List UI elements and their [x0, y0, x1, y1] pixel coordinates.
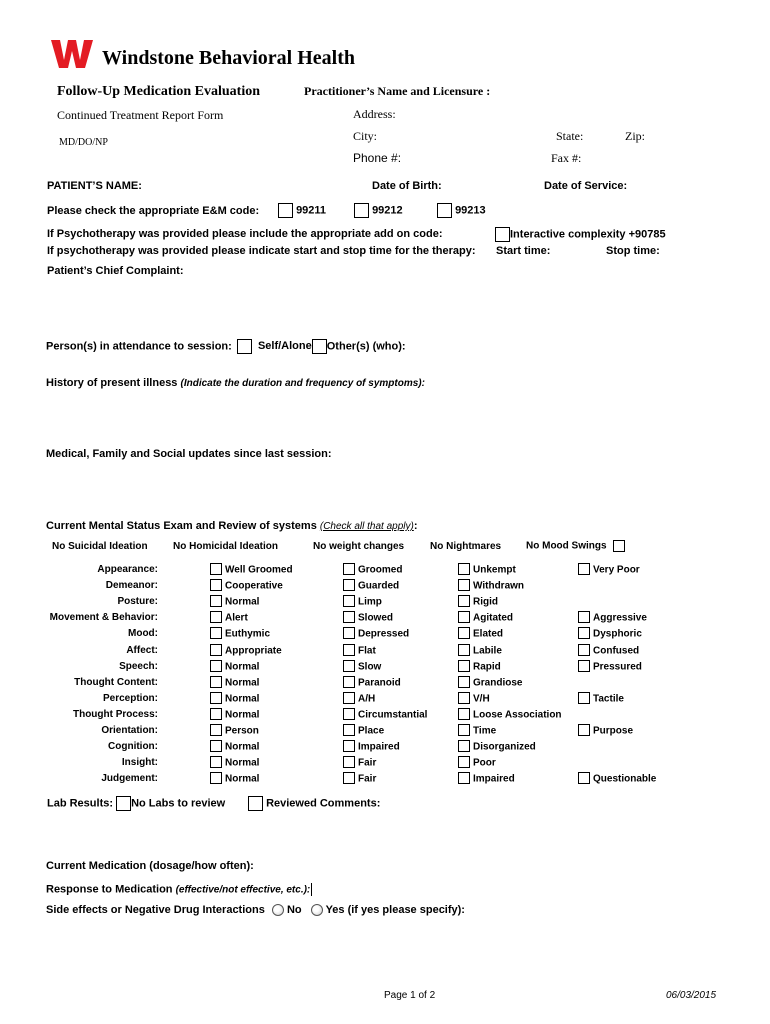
- mse-option-checkbox[interactable]: [578, 611, 590, 623]
- mse-option[interactable]: [578, 645, 639, 657]
- side-effects-label: Side effects or Negative Drug Interactions: [46, 904, 265, 916]
- mse-option-checkbox[interactable]: [458, 579, 470, 591]
- mse-option-checkbox[interactable]: [343, 708, 355, 720]
- mse-option-checkbox[interactable]: [210, 692, 222, 704]
- mse-option[interactable]: [343, 741, 400, 753]
- mse-row-label: Speech:: [119, 661, 158, 672]
- interactive-complexity-option[interactable]: Interactive complexity +90785: [495, 227, 666, 242]
- current-medication-label: Current Medication (dosage/how often):: [46, 860, 254, 872]
- mse-option-label: Unkempt: [473, 564, 516, 576]
- mse-option[interactable]: [343, 628, 409, 640]
- mse-row-label: Affect:: [126, 645, 158, 656]
- mse-option-checkbox[interactable]: [458, 611, 470, 623]
- mse-option-label: Normal: [225, 596, 260, 608]
- mse-option-checkbox[interactable]: [343, 644, 355, 656]
- mse-option[interactable]: [458, 580, 524, 592]
- mse-option-label: Disorganized: [473, 741, 536, 753]
- mse-option-label: Fair: [358, 773, 377, 785]
- mse-option-label: Dysphoric: [593, 628, 642, 640]
- start-time-label: Start time:: [496, 245, 551, 257]
- form-title: Follow-Up Medication Evaluation: [57, 84, 261, 99]
- mse-option-label: Paranoid: [358, 677, 401, 689]
- updates-label: Medical, Family and Social updates since last session:: [46, 448, 332, 460]
- psychotherapy-time-line: If psychotherapy was provided please indicate start and stop time for the therapy:: [47, 245, 476, 257]
- mse-option-label: Groomed: [358, 564, 403, 576]
- mse-option[interactable]: [210, 564, 293, 576]
- mse-option-checkbox[interactable]: [210, 660, 222, 672]
- mse-option-label: Impaired: [358, 741, 400, 753]
- mse-option[interactable]: [210, 709, 259, 721]
- mse-option[interactable]: [458, 645, 502, 657]
- reviewed-comments-option: [248, 796, 380, 811]
- lab-results-row: [47, 796, 225, 811]
- mse-option-label: Very Poor: [593, 564, 640, 576]
- city-label: City:: [353, 129, 378, 143]
- address-label: Address:: [353, 107, 396, 121]
- mse-option-label: Limp: [358, 596, 382, 608]
- mse-option-checkbox[interactable]: [458, 772, 470, 784]
- mse-option-label: Normal: [225, 773, 260, 785]
- others-label: Other(s) (who):: [326, 340, 406, 353]
- mse-row-label: Thought Content:: [74, 677, 158, 688]
- mse-option[interactable]: [210, 645, 282, 657]
- mse-option-checkbox[interactable]: [210, 563, 222, 575]
- mse-title: Current Mental Status Exam and Review of systems: [46, 520, 317, 532]
- mse-option[interactable]: [343, 661, 381, 673]
- attendance-label: Person(s) in attendance to session:: [46, 340, 232, 353]
- mse-option-label: Circumstantial: [358, 709, 428, 721]
- mse-option-label: Withdrawn: [473, 580, 525, 592]
- mse-option[interactable]: [343, 773, 376, 785]
- mse-title-row: Current Mental Status Exam and Review of systems (Check all that apply):: [46, 520, 418, 532]
- mse-option[interactable]: [343, 580, 399, 592]
- mse-option-label: Rigid: [473, 596, 498, 608]
- mse-option-checkbox[interactable]: [578, 724, 590, 736]
- mse-option-checkbox[interactable]: [343, 627, 355, 639]
- mse-option-label: Appropriate: [225, 645, 282, 657]
- mse-option-checkbox[interactable]: [210, 708, 222, 720]
- mse-option-label: Guarded: [358, 580, 400, 592]
- mse-option-checkbox[interactable]: [210, 595, 222, 607]
- mse-row-label: Perception:: [102, 693, 158, 704]
- mse-option-checkbox[interactable]: [458, 708, 470, 720]
- mse-option-checkbox[interactable]: [578, 660, 590, 672]
- mse-option[interactable]: [210, 580, 283, 592]
- side-effects-row: [46, 904, 465, 916]
- mse-option[interactable]: [210, 741, 259, 753]
- mse-option-label: Alert: [225, 612, 248, 624]
- dos-label: Date of Service:: [544, 180, 628, 192]
- text-cursor: [311, 883, 312, 896]
- mse-option-label: Loose Association: [473, 709, 562, 721]
- mse-option-checkbox[interactable]: [210, 611, 222, 623]
- mse-option-checkbox[interactable]: [343, 611, 355, 623]
- mse-option-label: Normal: [225, 677, 260, 689]
- mse-option[interactable]: [210, 773, 259, 785]
- mse-option-checkbox[interactable]: [458, 660, 470, 672]
- mse-option-label: A/H: [358, 693, 376, 705]
- mse-row-label: Posture:: [117, 596, 158, 607]
- mse-option-label: Labile: [473, 645, 502, 657]
- no-weight-changes: No weight changes: [313, 541, 405, 552]
- page-number: Page 1 of 2: [384, 990, 436, 1001]
- mse-option[interactable]: [578, 612, 647, 624]
- org-name: Windstone Behavioral Health: [102, 47, 355, 69]
- mse-option-label: Depressed: [358, 628, 410, 640]
- mse-option-checkbox[interactable]: [458, 740, 470, 752]
- mse-option-checkbox[interactable]: [210, 772, 222, 784]
- mse-row-label: Demeanor:: [105, 580, 158, 591]
- mse-option-label: Place: [358, 725, 385, 737]
- mse-option-checkbox[interactable]: [578, 644, 590, 656]
- mse-option-label: Confused: [593, 645, 640, 657]
- mse-option-checkbox[interactable]: [343, 595, 355, 607]
- mse-option-label: Cooperative: [225, 580, 283, 592]
- mse-row-label: Judgement:: [101, 773, 158, 784]
- mse-option-label: Questionable: [593, 773, 657, 785]
- mse-option-label: Grandiose: [473, 677, 523, 689]
- mse-option[interactable]: [458, 725, 496, 737]
- mse-option-label: Purpose: [593, 725, 634, 737]
- mse-option[interactable]: [343, 757, 376, 769]
- mse-option[interactable]: [578, 773, 656, 785]
- self-alone-label: Self/Alone: [257, 340, 312, 353]
- response-row: [46, 883, 312, 896]
- psychotherapy-code-line: If Psychotherapy was provided please include the appropriate add on code:: [47, 228, 443, 240]
- mse-hint: (Check all that apply): [319, 521, 414, 532]
- mse-option-checkbox[interactable]: [210, 627, 222, 639]
- mse-option[interactable]: [343, 645, 376, 657]
- mse-option-label: Normal: [225, 693, 260, 705]
- mse-option-checkbox[interactable]: [343, 676, 355, 688]
- mse-option-checkbox[interactable]: [343, 563, 355, 575]
- mse-option[interactable]: [458, 596, 498, 608]
- dob-label: Date of Birth:: [372, 180, 442, 192]
- mse-row-label: Insight:: [121, 757, 158, 768]
- mse-option-checkbox[interactable]: [210, 644, 222, 656]
- mse-option-label: Impaired: [473, 773, 515, 785]
- mse-option-checkbox[interactable]: [458, 676, 470, 688]
- mse-option-label: Pressured: [593, 661, 642, 673]
- mse-option[interactable]: [210, 612, 248, 624]
- mse-option-label: Person: [225, 725, 259, 737]
- mse-option-checkbox[interactable]: [458, 692, 470, 704]
- zip-label: Zip:: [625, 129, 645, 143]
- form-date: 06/03/2015: [666, 990, 717, 1001]
- fax-label: Fax #:: [551, 151, 582, 165]
- no-labs-label: No Labs to review: [131, 797, 226, 810]
- mse-option[interactable]: [343, 693, 375, 705]
- mse-row-label: Cognition:: [108, 741, 158, 752]
- no-labs-checkbox[interactable]: [116, 796, 131, 811]
- mse-option[interactable]: [210, 677, 259, 689]
- side-effects-yes-radio[interactable]: [311, 904, 323, 916]
- mse-option-checkbox[interactable]: [578, 563, 590, 575]
- mse-option-label: Flat: [358, 645, 376, 657]
- mse-option[interactable]: [343, 564, 402, 576]
- lab-results-label: Lab Results:: [47, 797, 114, 810]
- mse-option-label: Rapid: [473, 661, 501, 673]
- mse-option-label: V/H: [473, 693, 490, 705]
- reviewed-comments-label: Reviewed Comments:: [266, 797, 381, 810]
- mse-row-label: Appearance:: [97, 564, 158, 575]
- form-subtitle: Continued Treatment Report Form: [57, 108, 224, 122]
- mse-option-checkbox[interactable]: [343, 724, 355, 736]
- phone-label: Phone #:: [353, 151, 402, 165]
- em-code-label: Please check the appropriate E&M code:: [47, 205, 260, 217]
- mse-option-label: Slowed: [358, 612, 394, 624]
- side-effects-yes-label: Yes (if yes please specify):: [325, 904, 465, 916]
- mse-option[interactable]: [458, 741, 536, 753]
- mse-option-label: Normal: [225, 741, 260, 753]
- mse-option-label: Slow: [358, 661, 382, 673]
- side-effects-no-label: No: [286, 904, 302, 916]
- mse-option-label: Tactile: [593, 693, 624, 705]
- mse-option[interactable]: [458, 612, 513, 624]
- mse-option-checkbox[interactable]: [343, 740, 355, 752]
- mse-option[interactable]: [343, 709, 427, 721]
- mse-option[interactable]: [458, 677, 522, 689]
- mse-option-checkbox[interactable]: [343, 660, 355, 672]
- mse-option-checkbox[interactable]: [210, 756, 222, 768]
- mse-option-checkbox[interactable]: [578, 772, 590, 784]
- mse-option[interactable]: [343, 612, 393, 624]
- stop-time-label: Stop time:: [606, 245, 660, 257]
- mse-option-checkbox[interactable]: [458, 627, 470, 639]
- mse-option-checkbox[interactable]: [210, 740, 222, 752]
- mse-option-label: Well Groomed: [225, 564, 293, 576]
- hpi-label: History of present illness: [46, 377, 178, 389]
- mse-row-label: Movement & Behavior:: [49, 612, 158, 623]
- state-label: State:: [556, 129, 584, 143]
- mse-option-label: Time: [473, 725, 497, 737]
- mse-option-label: Normal: [225, 709, 260, 721]
- mse-option-checkbox[interactable]: [458, 724, 470, 736]
- mse-option-checkbox[interactable]: [343, 579, 355, 591]
- mse-option[interactable]: [578, 693, 624, 705]
- mse-option[interactable]: [210, 661, 259, 673]
- no-homicidal-ideation: No Homicidal Ideation: [173, 541, 279, 552]
- patient-name-label: PATIENT’S NAME:: [47, 180, 142, 192]
- mse-option-label: Poor: [473, 757, 496, 769]
- response-label: Response to Medication: [46, 883, 173, 896]
- hpi-hint: (Indicate the duration and frequency of symptoms):: [180, 378, 425, 389]
- mse-option-label: Fair: [358, 757, 377, 769]
- mse-option-label: Aggressive: [593, 612, 647, 624]
- mse-option[interactable]: [210, 725, 259, 737]
- em-code-99211[interactable]: 99211: [278, 203, 326, 218]
- mse-option[interactable]: [458, 628, 503, 640]
- mse-option-checkbox[interactable]: [210, 724, 222, 736]
- mse-option[interactable]: [210, 596, 259, 608]
- mse-option-checkbox[interactable]: [343, 692, 355, 704]
- mse-row-label: Orientation:: [101, 725, 158, 736]
- mse-option-label: Normal: [225, 661, 260, 673]
- response-hint: (effective/not effective, etc.):: [175, 884, 311, 896]
- mse-option-checkbox[interactable]: [343, 756, 355, 768]
- mse-option[interactable]: [458, 773, 515, 785]
- mse-option[interactable]: [458, 693, 490, 705]
- mse-row-label: Thought Process:: [72, 709, 158, 720]
- mse-option[interactable]: [578, 628, 642, 640]
- em-code-99213[interactable]: 99213: [437, 203, 486, 218]
- mse-option[interactable]: [578, 564, 640, 576]
- mse-option[interactable]: [578, 661, 642, 673]
- mse-option[interactable]: [458, 709, 562, 721]
- mse-option[interactable]: [210, 628, 270, 640]
- practitioner-label: Practitioner’s Name and Licensure :: [304, 84, 491, 98]
- chief-complaint-label: Patient’s Chief Complaint:: [47, 265, 184, 277]
- mse-option[interactable]: [578, 725, 633, 737]
- mse-option-label: Normal: [225, 757, 260, 769]
- mse-option[interactable]: [458, 661, 501, 673]
- mse-option-checkbox[interactable]: [210, 676, 222, 688]
- mse-option-checkbox[interactable]: [458, 756, 470, 768]
- mse-option[interactable]: [210, 757, 259, 769]
- no-nightmares: No Nightmares: [430, 541, 502, 552]
- mse-option-label: Elated: [473, 628, 504, 640]
- mse-option[interactable]: [458, 757, 496, 769]
- mse-option-checkbox[interactable]: [578, 692, 590, 704]
- mse-option-checkbox[interactable]: [458, 644, 470, 656]
- credential-label: MD/DO/NP: [59, 137, 108, 148]
- em-code-99212[interactable]: 99212: [354, 203, 403, 218]
- mse-option-checkbox[interactable]: [458, 563, 470, 575]
- no-mood-swings-option[interactable]: No Mood Swings: [526, 540, 625, 552]
- side-effects-no-radio[interactable]: [272, 904, 284, 916]
- reviewed-comments-checkbox[interactable]: [248, 796, 263, 811]
- mse-option-checkbox[interactable]: [458, 595, 470, 607]
- mse-option[interactable]: [343, 725, 384, 737]
- mse-option[interactable]: [210, 693, 259, 705]
- mse-option[interactable]: [458, 564, 516, 576]
- mse-option[interactable]: [343, 596, 382, 608]
- mse-option-checkbox[interactable]: [578, 627, 590, 639]
- mse-row-label: Mood:: [128, 628, 158, 639]
- mse-option-checkbox[interactable]: [343, 772, 355, 784]
- mse-option-label: Euthymic: [225, 628, 271, 640]
- no-suicidal-ideation: No Suicidal Ideation: [52, 541, 148, 552]
- mse-option[interactable]: [343, 677, 401, 689]
- mse-option-checkbox[interactable]: [210, 579, 222, 591]
- mse-option-label: Agitated: [473, 612, 513, 624]
